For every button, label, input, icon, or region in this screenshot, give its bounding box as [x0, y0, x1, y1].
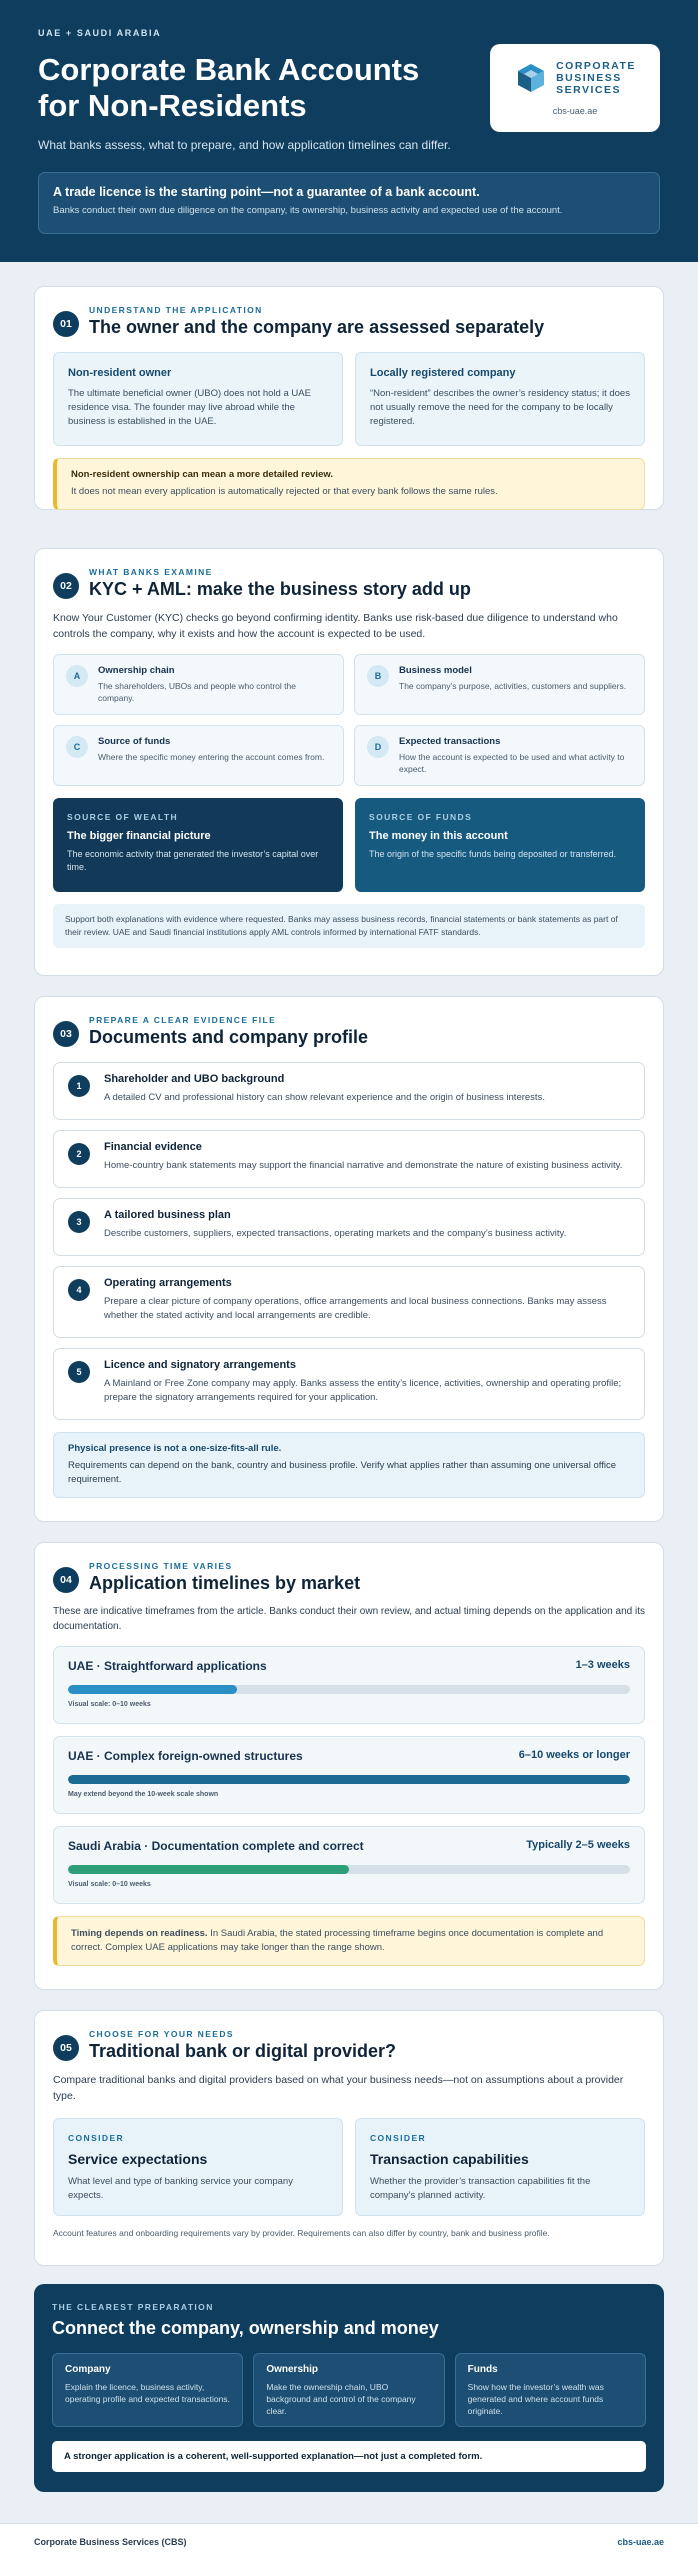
- document-step: [53, 1062, 645, 1120]
- section-title: The owner and the company are assessed separately: [89, 317, 545, 337]
- item-text: How the account is expected to be used and what activity to expect.: [399, 752, 625, 774]
- local-company-box: [355, 352, 645, 446]
- item-text: The shareholders, UBOs and people who control the company.: [98, 681, 296, 703]
- timeline-fill: [68, 1865, 349, 1874]
- warning-text: [71, 1927, 630, 1955]
- footer: [0, 2523, 698, 2560]
- section-kicker: UNDERSTAND THE APPLICATION: [89, 305, 263, 315]
- box-title: Ownership: [266, 2364, 319, 2375]
- step-text: Home-country bank statements may support the financial narrative and demonstrate the nature of existing business activity.: [104, 1160, 623, 1171]
- timeline-title: Saudi Arabia · Documentation complete and correct: [68, 1839, 364, 1853]
- step-number: 4: [68, 1279, 90, 1301]
- hero-banner: [0, 0, 698, 262]
- box-text: Explain the licence, business activity, operating profile and expected transactions.: [65, 2382, 230, 2404]
- section-kicker: WHAT BANKS EXAMINE: [89, 567, 213, 577]
- box-title: The money in this account: [369, 830, 508, 842]
- timeline-title: UAE · Complex foreign-owned structures: [68, 1749, 303, 1763]
- section-kyc-aml: [34, 548, 664, 976]
- hero-callout: [38, 172, 660, 234]
- note-title: Physical presence is not a one-size-fits-all rule.: [68, 1443, 282, 1454]
- hero-subtitle: What banks assess, what to prepare, and how application timelines can differ.: [38, 138, 451, 152]
- box-title: Company: [65, 2364, 111, 2375]
- step-title: A tailored business plan: [104, 1209, 231, 1221]
- logo-line-3: SERVICES: [556, 84, 622, 96]
- timeline-track: [68, 1775, 630, 1784]
- logo-line-1: CORPORATE: [556, 60, 636, 72]
- callout-title: A trade licence is the starting point—not a guarantee of a bank account.: [53, 185, 480, 199]
- logo-line-2: BUSINESS: [556, 72, 622, 84]
- section-title: Application timelines by market: [89, 1573, 361, 1593]
- cbs-logo: [490, 44, 660, 132]
- box-text: “Non-resident” describes the owner’s residency status; it does not usually remove the need for the company to be locally registered.: [370, 388, 630, 427]
- transaction-capabilities-card: [355, 2118, 645, 2216]
- business-model-item: [354, 654, 645, 715]
- final-kicker: THE CLEAREST PREPARATION: [52, 2302, 214, 2312]
- evidence-note: Support both explanations with evidence where requested. Banks may assess business records, financial statements or bank statements as part of their review. UAE and Saudi financial institutions apply AML controls informed by international FATF standards.: [53, 904, 645, 948]
- section-timelines: [34, 1542, 664, 1990]
- box-text: The origin of the specific funds being deposited or transferred.: [369, 849, 617, 859]
- card-text: What level and type of banking service your company expects.: [68, 2176, 293, 2201]
- expected-transactions-item: [354, 725, 645, 786]
- timeline-fill: [68, 1775, 630, 1784]
- timeline-caption: Visual scale: 0–10 weeks: [68, 1701, 151, 1708]
- timeline-value: Typically 2–5 weeks: [526, 1839, 630, 1851]
- card-kicker: CONSIDER: [68, 2133, 125, 2143]
- box-title: Funds: [467, 2364, 498, 2375]
- timeline-value: 6–10 weeks or longer: [518, 1749, 630, 1761]
- step-text: A Mainland or Free Zone company may apply. Banks assess the entity’s licence, activities, ownership and operating profile; prepare the signatory arrangements required for your application.: [104, 1378, 622, 1403]
- warning-bold: Timing depends on readiness.: [71, 1928, 208, 1939]
- step-title: Financial evidence: [104, 1141, 202, 1153]
- service-expectations-card: [53, 2118, 343, 2216]
- section-number: 05: [53, 2035, 79, 2061]
- box-kicker: SOURCE OF WEALTH: [67, 812, 179, 822]
- box-title: Non-resident owner: [68, 367, 172, 379]
- section-number: 03: [53, 1021, 79, 1047]
- card-text: Whether the provider’s transaction capabilities fit the company’s planned activity.: [370, 2176, 591, 2201]
- box-text: The ultimate beneficial owner (UBO) does not hold a UAE residence visa. The founder may live abroad while the business is established in the UAE.: [68, 388, 311, 427]
- box-text: Make the ownership chain, UBO background and control of the company clear.: [266, 2382, 416, 2416]
- item-badge: A: [66, 665, 88, 687]
- step-title: Operating arrangements: [104, 1277, 232, 1289]
- timeline-caption: May extend beyond the 10-week scale shown: [68, 1791, 219, 1798]
- item-title: Business model: [399, 665, 472, 676]
- footer-url[interactable]: cbs-uae.ae: [617, 2537, 664, 2547]
- item-title: Source of funds: [98, 736, 171, 747]
- step-number: 1: [68, 1075, 90, 1097]
- timeline-title: UAE · Straightforward applications: [68, 1659, 267, 1673]
- company-box: [52, 2353, 243, 2427]
- final-title: Connect the company, ownership and money: [52, 2318, 439, 2338]
- provider-note: Account features and onboarding requirements vary by provider. Requirements can also differ by country, bank and business profile.: [53, 2228, 550, 2238]
- timeline-track: [68, 1685, 630, 1694]
- timeline-saudi-arabia: [53, 1826, 645, 1904]
- item-badge: C: [66, 736, 88, 758]
- step-number: 3: [68, 1211, 90, 1233]
- ownership-chain-item: [53, 654, 344, 715]
- item-text: The company’s purpose, activities, customers and suppliers.: [399, 681, 627, 691]
- item-badge: B: [367, 665, 389, 687]
- section-title: Documents and company profile: [89, 1027, 369, 1047]
- warning-text: It does not mean every application is automatically rejected or that every bank follows the same rules.: [71, 486, 498, 497]
- document-step: [53, 1130, 645, 1188]
- step-text: Prepare a clear picture of company operations, office arrangements and local business connections. Banks may assess whether the stated activity and local arrangements are credible.: [104, 1296, 607, 1321]
- step-title: Shareholder and UBO background: [104, 1073, 285, 1085]
- step-text: A detailed CV and professional history can show relevant experience and the origin of business interests.: [104, 1092, 545, 1103]
- section-number: 02: [53, 573, 79, 599]
- section-kicker: CHOOSE FOR YOUR NEEDS: [89, 2029, 234, 2039]
- step-number: 2: [68, 1143, 90, 1165]
- source-of-funds-item: [53, 725, 344, 786]
- box-title: The bigger financial picture: [67, 830, 211, 842]
- non-resident-owner-box: [53, 352, 343, 446]
- section-intro: Compare traditional banks and digital providers based on what your business needs—not on assumptions about a provider type.: [53, 2074, 624, 2102]
- final-summary: [34, 2284, 664, 2492]
- document-step: [53, 1198, 645, 1256]
- callout-text: Banks conduct their own due diligence on the company, its ownership, business activity and expected use of the account.: [53, 205, 563, 216]
- section-number: 01: [53, 311, 79, 337]
- final-statement: A stronger application is a coherent, well-supported explanation—not just a completed form.: [52, 2441, 646, 2472]
- timeline-track: [68, 1865, 630, 1874]
- document-step: [53, 1266, 645, 1338]
- timeline-value: 1–3 weeks: [575, 1659, 630, 1671]
- cbs-logo-icon: [514, 61, 548, 95]
- warning-title: Non-resident ownership can mean a more detailed review.: [71, 469, 334, 480]
- review-warning: [53, 458, 645, 510]
- box-text: Show how the investor’s wealth was generated and where account funds originate.: [467, 2382, 604, 2416]
- card-kicker: CONSIDER: [370, 2133, 427, 2143]
- card-title: Service expectations: [68, 2151, 208, 2167]
- section-kicker: PREPARE A CLEAR EVIDENCE FILE: [89, 1015, 277, 1025]
- timeline-caption: Visual scale: 0–10 weeks: [68, 1881, 151, 1888]
- box-title: Locally registered company: [370, 367, 516, 379]
- timeline-uae-complex: [53, 1736, 645, 1814]
- item-title: Ownership chain: [98, 665, 175, 676]
- section-intro: These are indicative timeframes from the article. Banks conduct their own review, and actual timing depends on the application and its documentation.: [53, 1606, 645, 1632]
- source-of-wealth-box: [53, 798, 343, 892]
- warning-rest: In Saudi Arabia, the stated processing timeframe begins once documentation is complete and correct. Complex UAE applications may take longer than the range shown.: [71, 1928, 604, 1953]
- item-text: Where the specific money entering the account comes from.: [98, 752, 325, 762]
- step-number: 5: [68, 1361, 90, 1383]
- note-text: Requirements can depend on the bank, country and business profile. Verify what applies rather than assuming one universal office requirement.: [68, 1460, 616, 1485]
- section-title: Traditional bank or digital provider?: [89, 2041, 397, 2061]
- section-title: KYC + AML: make the business story add up: [89, 579, 471, 599]
- logo-url: cbs-uae.ae: [552, 106, 598, 116]
- section-kicker: PROCESSING TIME VARIES: [89, 1561, 233, 1571]
- page-title: Corporate Bank Accounts for Non-Residents: [38, 52, 420, 123]
- hero-eyebrow: UAE + SAUDI ARABIA: [38, 28, 162, 38]
- item-badge: D: [367, 736, 389, 758]
- box-text: The economic activity that generated the investor’s capital over time.: [67, 849, 319, 872]
- timeline-uae-straightforward: [53, 1646, 645, 1724]
- section-number: 04: [53, 1567, 79, 1593]
- physical-presence-note: [53, 1432, 645, 1498]
- card-title: Transaction capabilities: [370, 2151, 529, 2167]
- item-title: Expected transactions: [399, 736, 501, 747]
- section-documents: [34, 996, 664, 1522]
- step-title: Licence and signatory arrangements: [104, 1359, 296, 1371]
- funds-box: [455, 2353, 646, 2427]
- ownership-box: [253, 2353, 444, 2427]
- source-of-funds-box: [355, 798, 645, 892]
- box-kicker: SOURCE OF FUNDS: [369, 812, 473, 822]
- section-understand-application: [34, 286, 664, 510]
- document-step: [53, 1348, 645, 1420]
- section-intro: Know Your Customer (KYC) checks go beyond confirming identity. Banks use risk-based due diligence to understand who controls the company, why it exists and how the account is expected to be used.: [53, 612, 618, 640]
- section-provider-choice: [34, 2010, 664, 2266]
- timeline-fill: [68, 1685, 237, 1694]
- timing-warning: [53, 1916, 645, 1966]
- step-text: Describe customers, suppliers, expected transactions, operating markets and the company’s business activity.: [104, 1228, 567, 1239]
- footer-company: Corporate Business Services (CBS): [34, 2537, 187, 2547]
